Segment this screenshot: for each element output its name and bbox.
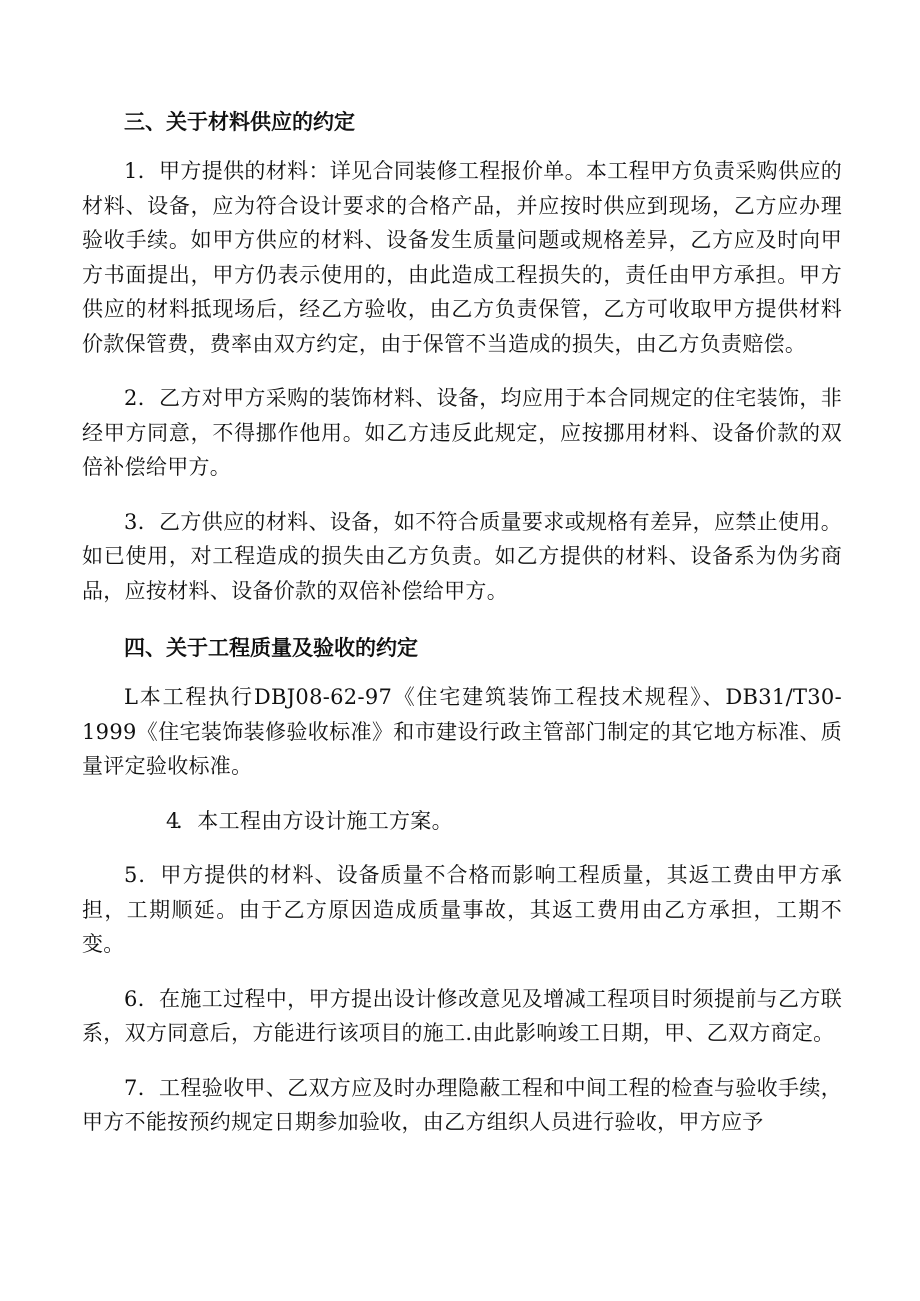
section-4-item-5: 5．甲方提供的材料、设备质量不合格而影响工程质量，其返工费由甲方承担，工期顺延。由于乙方原因造成质量事故，其返工费用由乙方承担，工期不变。 bbox=[82, 863, 842, 956]
section-4-item-7: 7．工程验收甲、乙双方应及时办理隐蔽工程和中间工程的检查与验收手续，甲方不能按预约规定日期参加验收，由乙方组织人员进行验收，甲方应予 bbox=[82, 1075, 842, 1134]
item-4-number: 4 bbox=[166, 808, 180, 833]
section-3-item-2: 2．乙方对甲方采购的装饰材料、设备，均应用于本合同规定的住宅装饰，非经甲方同意，不得挪作他用。如乙方违反此规定，应按挪用材料、设备价款的双倍补偿给甲方。 bbox=[82, 386, 842, 479]
section-4-heading: 四、关于工程质量及验收的约定 bbox=[124, 636, 418, 660]
document-page bbox=[82, 102, 842, 1160]
section-3-item-1: 1．甲方提供的材料：详见合同装修工程报价单。本工程甲方负责采购供应的材料、设备，应为符合设计要求的合格产品，并应按时供应到现场，乙方应办理验收手续。如甲方供应的材料、设备发生质量问题或规格差异，乙方应及时向甲方书面提出，甲方仍表示使用的，由此造成工程损失的，责任由甲方承担。甲方供应的材料抵现场后，经乙方验收，由乙方负责保管，乙方可收取甲方提供材料价款保管费，费率由双方约定，由于保管不当造成的损失，由乙方负责赔偿。 bbox=[82, 159, 842, 356]
section-4-item-6: 6．在施工过程中，甲方提出设计修改意见及增减工程项目时须提前与乙方联系，双方同意后，方能进行该项目的施工.由此影响竣工日期，甲、乙双方商定。 bbox=[82, 986, 842, 1045]
section-4-item-4 bbox=[82, 804, 842, 839]
section-3-heading: 三、关于材料供应的约定 bbox=[124, 110, 355, 134]
item-4-text: ．本工程由方设计施工方案。 bbox=[176, 808, 453, 833]
section-3-item-3: 3．乙方供应的材料、设备，如不符合质量要求或规格有差异，应禁止使用。如已使用，对工程造成的损失由乙方负责。如乙方提供的材料、设备系为伪劣商品，应按材料、设备价款的双倍补偿给甲方。 bbox=[82, 509, 842, 603]
section-4-item-1: L本工程执行DBJ08-62-97《住宅建筑装饰工程技术规程》、DB31/T30-1999《住宅装饰装修验收标准》和市建设行政主管部门制定的其它地方标准、质量评定验收标准。 bbox=[82, 685, 842, 778]
